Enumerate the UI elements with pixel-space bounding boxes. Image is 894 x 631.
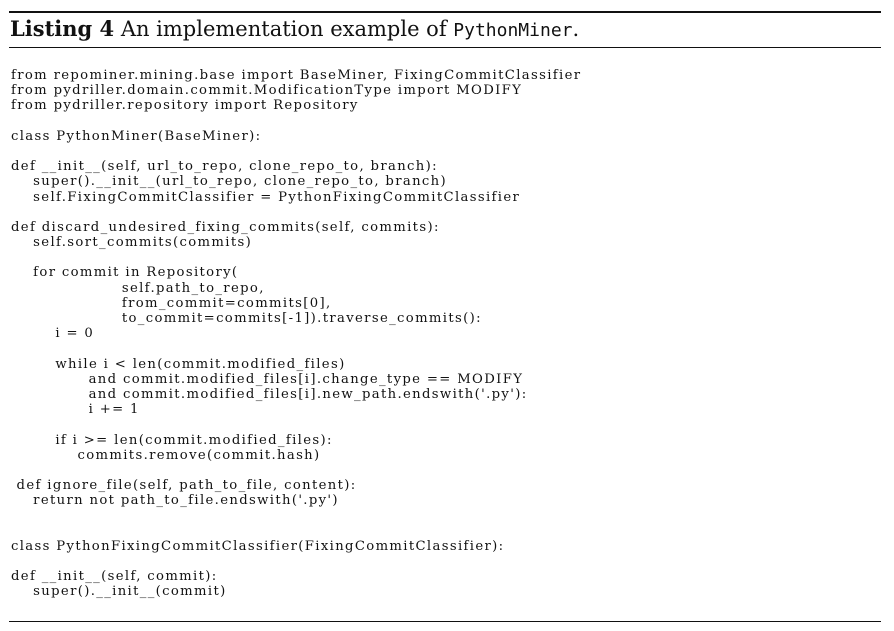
code-line: [11, 417, 581, 432]
code-line: super().__init__(commit): [11, 584, 227, 600]
code-line: from repominer.mining.base import BaseMiner, FixingCommitClassifier: [11, 68, 582, 83]
code-line: self.sort_commits(commits): [11, 235, 253, 251]
code-line: self.FixingCommitClassifier = PythonFixingCommitClassifier: [11, 189, 521, 205]
code-line: i = 0: [11, 326, 95, 342]
code-line: [11, 250, 581, 265]
code-line: for commit in Repository(: [11, 265, 239, 281]
code-line: class PythonFixingCommitClassifier(FixingCommitClassifier):: [11, 538, 505, 554]
code-line: [11, 508, 581, 523]
code-line: super().__init__(url_to_repo, clone_repo_to, branch): [11, 174, 447, 190]
code-line: commits.remove(commit.hash): [11, 447, 321, 463]
code-line: to_commit=commits[-1]).traverse_commits():: [11, 311, 482, 326]
listing-label: Listing 4: [10, 16, 115, 41]
code-line: def ignore_file(self, path_to_file, content):: [11, 478, 357, 494]
code-line: self.path_to_repo,: [11, 280, 265, 296]
code-line: [11, 524, 581, 539]
code-line: def discard_undesired_fixing_commits(self, commits):: [11, 219, 440, 235]
code-line: and commit.modified_files[i].new_path.endswith('.py'):: [11, 386, 528, 402]
code-line: while i < len(commit.modified_files): [11, 356, 346, 372]
code-line: i += 1: [11, 402, 140, 418]
code-line: [11, 341, 581, 356]
code-line: [11, 144, 581, 159]
listing-caption-end: .: [572, 17, 580, 41]
code-line: and commit.modified_files[i].change_type == MODIFY: [11, 371, 524, 387]
listing-caption: [10, 16, 579, 44]
listing-caption-text: An implementation example of: [120, 17, 454, 41]
listing-bottom-rule: [9, 621, 881, 622]
code-line: [11, 205, 581, 220]
code-line: [11, 554, 581, 569]
code-line: def __init__(self, url_to_repo, clone_repo_to, branch):: [11, 159, 438, 175]
listing-caption-rule: [9, 47, 881, 48]
code-line: def __init__(self, commit):: [11, 569, 218, 585]
code-line: class PythonMiner(BaseMiner):: [11, 128, 262, 144]
code-line: from pydriller.repository import Repository: [11, 98, 359, 114]
code-listing: [11, 68, 581, 600]
code-line: return not path_to_file.endswith('.py'): [11, 493, 339, 509]
code-line: [11, 463, 581, 478]
code-line: from pydriller.domain.commit.ModificationType import MODIFY: [11, 83, 523, 99]
code-line: from_commit=commits[0],: [11, 295, 332, 311]
listing-top-rule: [9, 11, 881, 13]
code-line: [11, 114, 581, 129]
listing-caption-code: PythonMiner: [453, 20, 573, 41]
code-line: if i >= len(commit.modified_files):: [11, 432, 333, 448]
